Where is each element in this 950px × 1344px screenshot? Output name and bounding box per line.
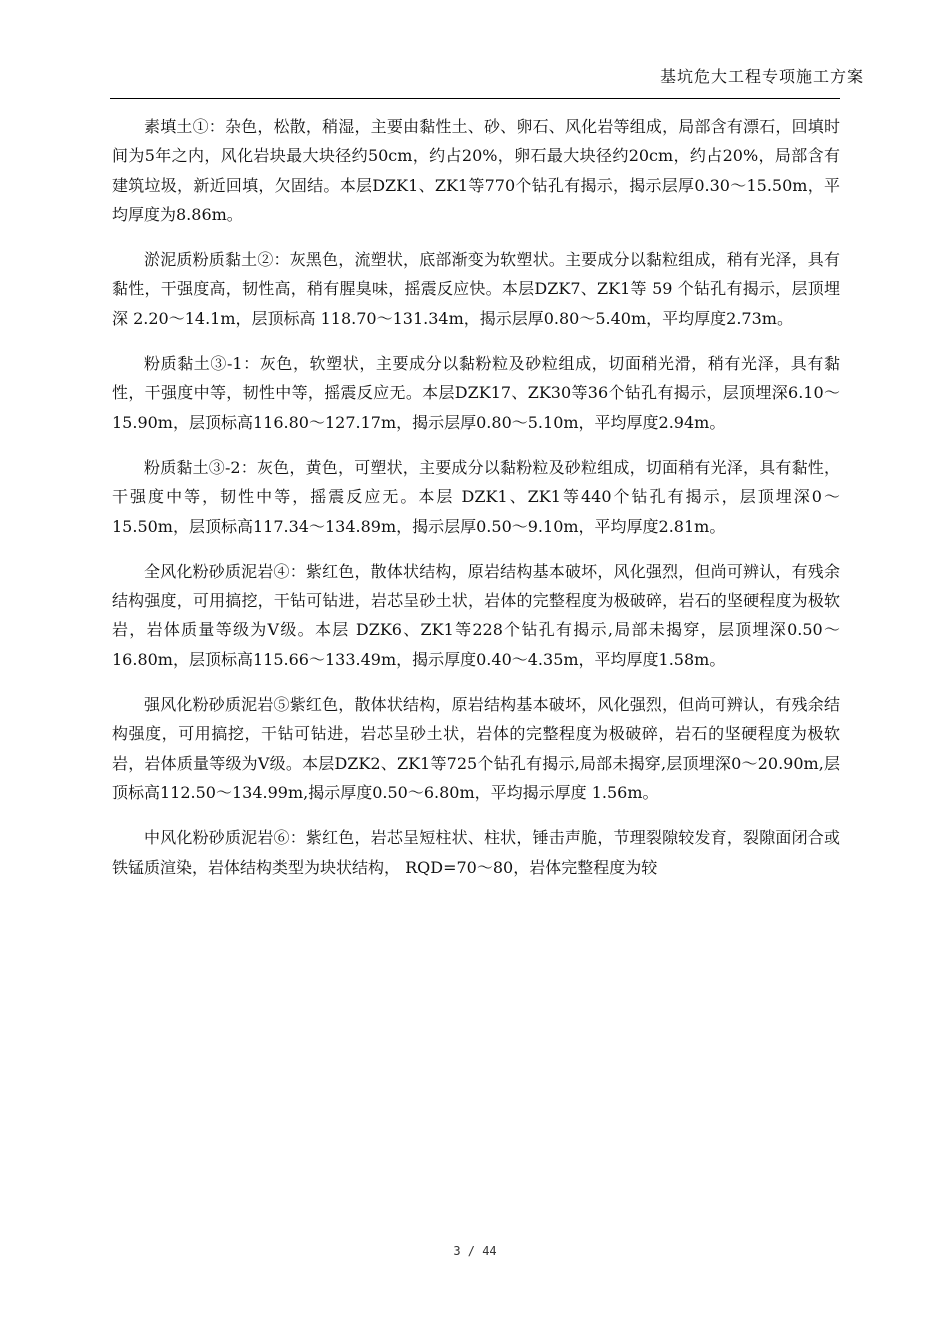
paragraph-strongly-weathered-mudstone: 强风化粉砂质泥岩⑤紫红色，散体状结构，原岩结构基本破坏，风化强烈，但尚可辨认，有残余结构强度，可用搞挖，干钻可钻进，岩芯呈砂土状，岩体的完整程度为极破碎，岩石的坚硬程度为极软岩，岩体质量等级为Ⅴ级。本层DZK2、ZK1等725个钻孔有揭示,局部未揭穿,层顶埋深0～20.90m,层顶标高112.50～134.99m,揭示厚度0.50～6.80m，平均揭示厚度 1.56m。 <box>112 695 840 802</box>
paragraph-fully-weathered-mudstone: 全风化粉砂质泥岩④：紫红色，散体状结构，原岩结构基本破坏，风化强烈，但尚可辨认，有残余结构强度，可用搞挖，干钻可钻进，岩芯呈砂土状，岩体的完整程度为极破碎，岩石的坚硬程度为极软岩，岩体质量等级为Ⅴ级。本层 DZK6、ZK1等228个钻孔有揭示,局部未揭穿，层顶埋深0.50～16.80m，层顶标高115.66～133.49m，揭示厚度0.40～4.35m，平均厚度1.58m。 <box>112 561 840 669</box>
paragraph-silty-clay-3-1: 粉质黏土③-1：灰色，软塑状，主要成分以黏粉粒及砂粒组成，切面稍光滑，稍有光泽，具有黏性，干强度中等，韧性中等，摇震反应无。本层DZK17、ZK30等36个钻孔有揭示，层顶埋深6.10～15.90m，层顶标高116.80～127.17m，揭示层厚0.80～5.10m，平均厚度2.94m。 <box>112 354 840 432</box>
paragraph-silty-clay-3-2: 粉质黏土③-2：灰色，黄色，可塑状，主要成分以黏粉粒及砂粒组成，切面稍有光泽，具有黏性，干强度中等，韧性中等，摇震反应无。本层 DZK1、ZK1等440个钻孔有揭示，层顶埋深0～15.50m，层顶标高117.34～134.89m，揭示层厚0.50～9.10m，平均厚度2.81m。 <box>112 457 840 536</box>
paragraph-fill-soil: 素填土①：杂色，松散，稍湿，主要由黏性土、砂、卵石、风化岩等组成，局部含有漂石，回填时间为5年之内，风化岩块最大块径约50cm，约占20%，卵石最大块径约20cm，约占20%，局部含有建筑垃圾，新近回填，欠固结。本层DZK1、ZK1等770个钻孔有揭示，揭示层厚0.30～15.50m，平均厚度为8.86m。 <box>112 117 840 224</box>
header-divider <box>110 98 840 99</box>
page-header-title: 基坑危大工程专项施工方案 <box>659 67 864 86</box>
paragraph-moderately-weathered-mudstone: 中风化粉砂质泥岩⑥：紫红色，岩芯呈短柱状、柱状，锤击声脆，节理裂隙较发育，裂隙面闭合或铁锰质渲染，岩体结构类型为块状结构， RQD=70～80，岩体完整程度为较 <box>112 828 840 877</box>
document-body <box>112 112 840 898</box>
paragraph-silty-clay-2: 淤泥质粉质黏土②：灰黑色，流塑状，底部渐变为软塑状。主要成分以黏粒组成，稍有光泽，具有黏性，干强度高，韧性高，稍有腥臭味，摇震反应快。本层DZK7、ZK1等 59 个钻孔有揭示，层顶埋深 2.20～14.1m，层顶标高 118.70～131.34m，揭示层厚0.80～5.40m，平均厚度2.73m。 <box>112 250 840 328</box>
page-number: 3 / 44 <box>453 1244 497 1258</box>
